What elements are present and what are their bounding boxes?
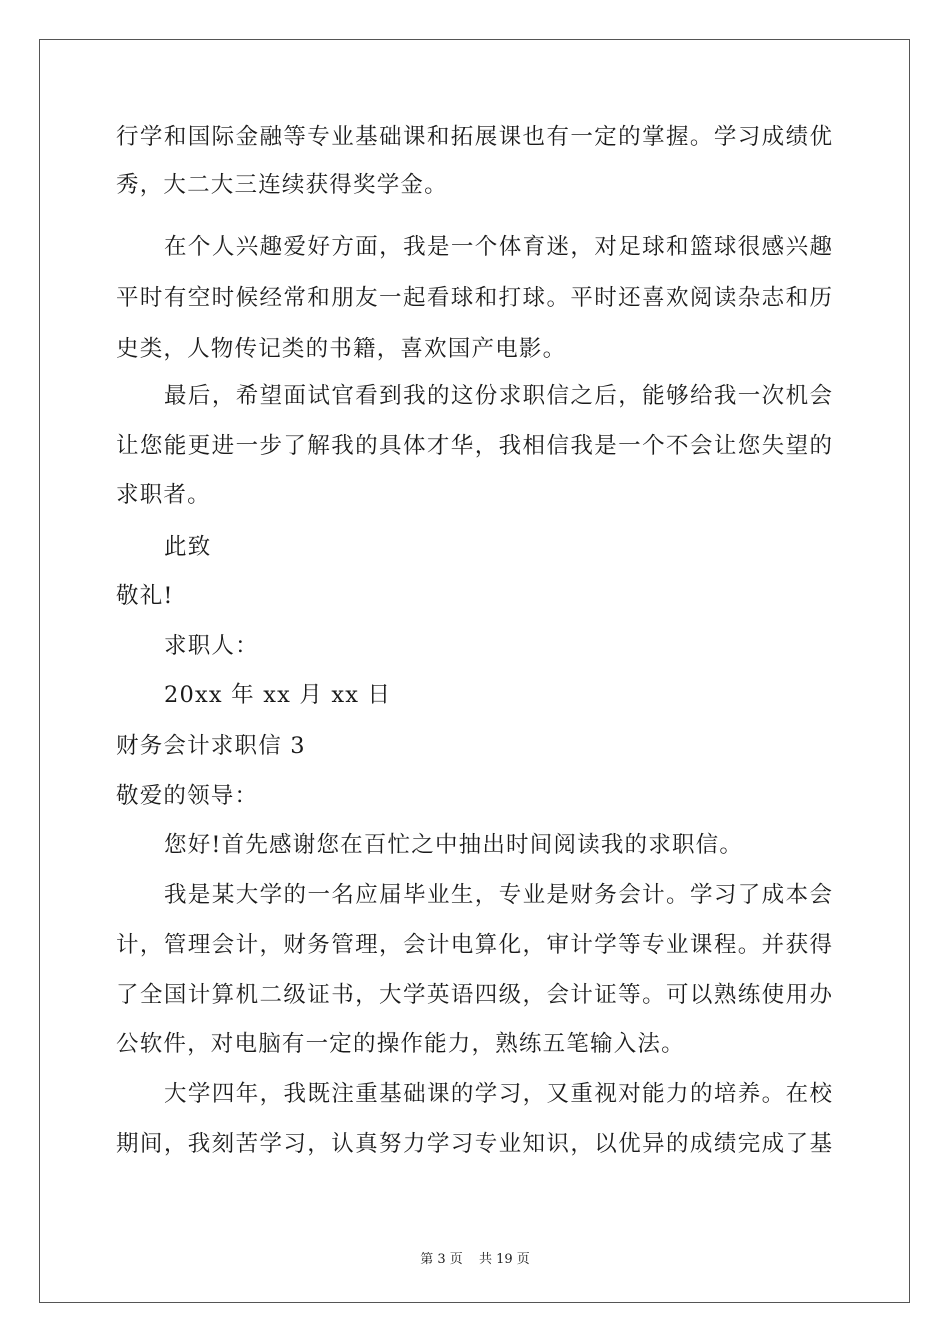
text-line: 史类，人物传记类的书籍，喜欢国产电影。	[116, 336, 567, 362]
text-line: 大学四年，我既注重基础课的学习，又重视对能力的培养。在校	[164, 1081, 832, 1107]
text-line: 计，管理会计，财务管理，会计电算化，审计学等专业课程。并获得	[116, 932, 832, 958]
text-line: 最后，希望面试官看到我的这份求职信之后，能够给我一次机会	[164, 383, 832, 409]
text-line: 公软件，对电脑有一定的操作能力，熟练五笔输入法。	[116, 1031, 685, 1057]
text-line: 期间，我刻苦学习，认真努力学习专业知识，以优异的成绩完成了基	[116, 1131, 832, 1157]
signature-line: 求职人：	[164, 633, 259, 659]
text-line: 您好!首先感谢您在百忙之中抽出时间阅读我的求职信。	[164, 832, 744, 858]
date-line: 20xx 年 xx 月 xx 日	[164, 682, 392, 708]
text-line: 求职者。	[116, 482, 211, 508]
text-line: 行学和国际金融等专业基础课和拓展课也有一定的掌握。学习成绩优	[116, 124, 832, 150]
text-line: 平时有空时候经常和朋友一起看球和打球。平时还喜欢阅读杂志和历	[116, 285, 832, 311]
salutation-line: 敬礼!	[116, 583, 174, 609]
salutation-line: 此致	[164, 534, 212, 560]
page-number-current: 第 3 页	[420, 1252, 463, 1267]
section-title: 财务会计求职信 3	[116, 733, 306, 759]
page-border	[39, 39, 910, 1303]
page-footer	[0, 1248, 950, 1267]
page-number-total: 共 19 页	[478, 1252, 530, 1267]
greeting-line: 敬爱的领导：	[116, 783, 259, 809]
text-line: 让您能更进一步了解我的具体才华，我相信我是一个不会让您失望的	[116, 433, 832, 459]
text-line: 了全国计算机二级证书，大学英语四级，会计证等。可以熟练使用办	[116, 982, 832, 1008]
text-line: 我是某大学的一名应届毕业生，专业是财务会计。学习了成本会	[164, 882, 832, 908]
text-line: 在个人兴趣爱好方面，我是一个体育迷，对足球和篮球很感兴趣	[164, 234, 832, 260]
text-line: 秀，大二大三连续获得奖学金。	[116, 172, 448, 198]
